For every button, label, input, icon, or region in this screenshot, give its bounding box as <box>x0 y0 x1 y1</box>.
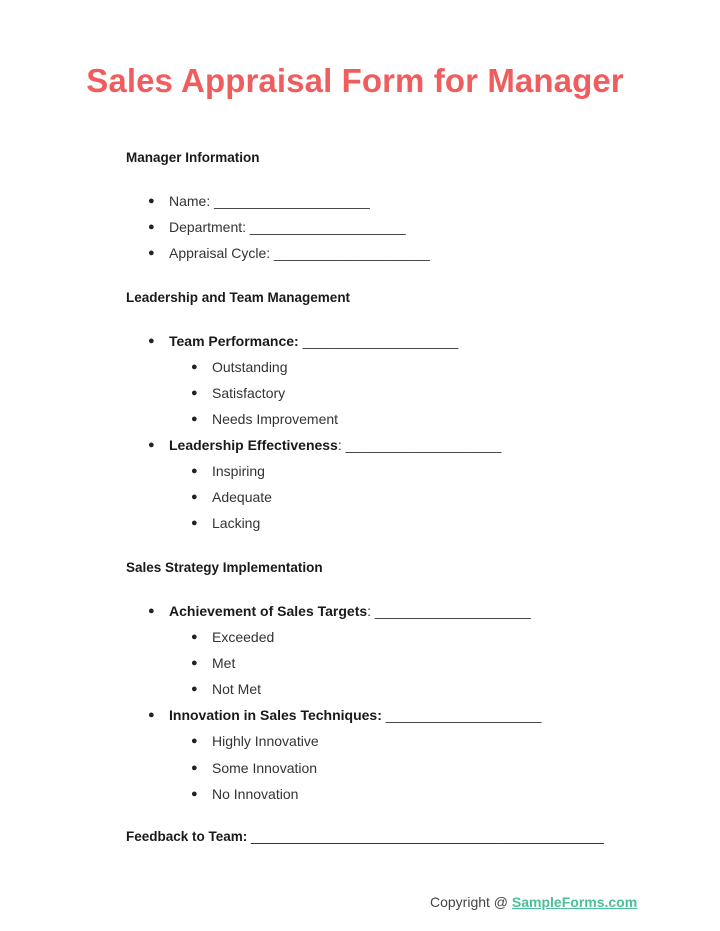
bullet-icon: ● <box>148 335 155 347</box>
innovation-blank: ____________________ <box>381 707 542 723</box>
option-label: Satisfactory <box>212 385 286 401</box>
option-label: Needs Improvement <box>212 411 339 427</box>
list-item <box>191 759 318 777</box>
option-label: Not Met <box>212 681 262 697</box>
feedback-row <box>126 829 604 844</box>
list-item <box>148 436 502 454</box>
bullet-icon: ● <box>191 657 198 669</box>
list-item <box>148 218 406 236</box>
option-label: Lacking <box>212 515 261 531</box>
name-field: Name: ____________________ <box>169 193 370 209</box>
innovation-label: Innovation in Sales Techniques: <box>169 707 382 723</box>
sales-targets-blank: : ____________________ <box>367 603 531 619</box>
bullet-icon: ● <box>191 465 198 477</box>
bullet-icon: ● <box>191 735 198 747</box>
bullet-icon: ● <box>148 709 155 721</box>
bullet-icon: ● <box>191 387 198 399</box>
bullet-icon: ● <box>148 605 155 617</box>
bullet-icon: ● <box>148 247 155 259</box>
bullet-icon: ● <box>148 195 155 207</box>
bullet-icon: ● <box>191 517 198 529</box>
list-item <box>148 706 542 724</box>
sales-targets-label: Achievement of Sales Targets <box>169 603 368 619</box>
list-item <box>191 410 339 428</box>
option-label: Some Innovation <box>212 760 318 776</box>
option-label: Inspiring <box>212 463 265 479</box>
bullet-icon: ● <box>191 361 198 373</box>
list-item <box>191 384 286 402</box>
bullet-icon: ● <box>191 413 198 425</box>
bullet-icon: ● <box>191 762 198 774</box>
list-item <box>191 628 275 646</box>
section-heading-leadership: Leadership and Team Management <box>126 290 351 305</box>
list-item <box>148 244 430 262</box>
option-label: Met <box>212 655 236 671</box>
leadership-effectiveness-blank: : ____________________ <box>337 437 502 453</box>
leadership-effectiveness-label: Leadership Effectiveness <box>169 437 338 453</box>
appraisal-cycle-field: Appraisal Cycle: ____________________ <box>169 245 430 261</box>
copyright-footer <box>430 894 637 910</box>
section-heading-sales-strategy: Sales Strategy Implementation <box>126 560 323 575</box>
section-heading-manager-information: Manager Information <box>126 150 260 165</box>
page-title: Sales Appraisal Form for Manager <box>86 62 624 99</box>
bullet-icon: ● <box>148 439 155 451</box>
list-item <box>191 488 272 506</box>
list-item <box>191 732 319 750</box>
option-label: Exceeded <box>212 629 275 645</box>
option-label: Adequate <box>212 489 272 505</box>
team-performance-blank: ____________________ <box>298 333 459 349</box>
option-label: Highly Innovative <box>212 733 319 749</box>
bullet-icon: ● <box>191 631 198 643</box>
brand-link[interactable]: SampleForms.com <box>511 894 638 910</box>
bullet-icon: ● <box>191 788 198 800</box>
list-item <box>148 192 370 210</box>
list-item <box>148 602 531 620</box>
bullet-icon: ● <box>191 683 198 695</box>
list-item <box>191 680 262 698</box>
bullet-icon: ● <box>148 221 155 233</box>
team-performance-label: Team Performance: <box>169 333 299 349</box>
list-item <box>191 654 236 672</box>
copyright-text: Copyright @ <box>430 894 512 910</box>
list-item <box>191 514 261 532</box>
list-item <box>191 462 265 480</box>
bullet-icon: ● <box>191 491 198 503</box>
list-item <box>191 358 288 376</box>
list-item <box>148 332 459 350</box>
option-label: No Innovation <box>212 786 299 802</box>
list-item <box>191 785 299 803</box>
feedback-blank: _______________________________________________ <box>247 829 604 844</box>
department-field: Department: ____________________ <box>169 219 406 235</box>
option-label: Outstanding <box>212 359 288 375</box>
feedback-label: Feedback to Team: <box>126 829 248 844</box>
